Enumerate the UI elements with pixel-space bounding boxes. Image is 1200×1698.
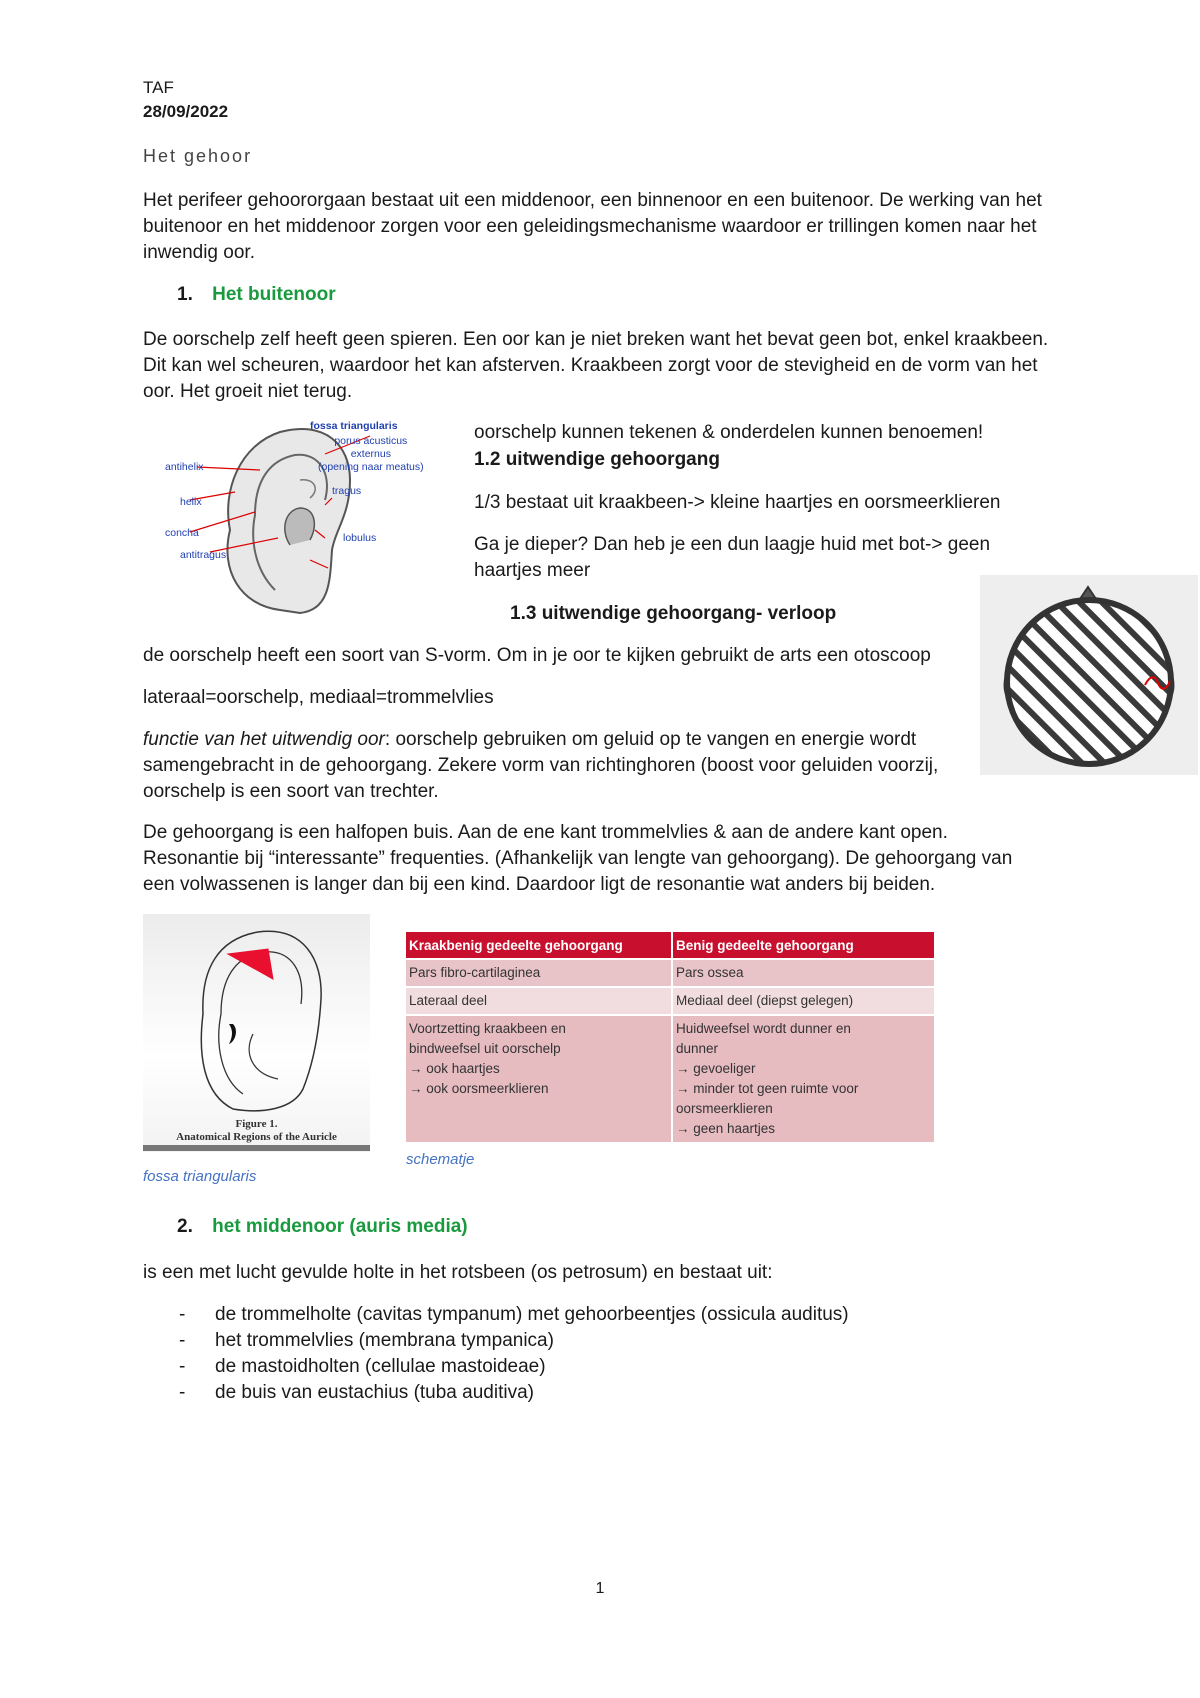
section1-paragraph: De oorschelp zelf heeft geen spieren. Een oor kan je niet breken want het bevat geen bot, enkel kraakbeen. Dit kan wel scheuren, waardoor het kan afsterven. Kraakbeen zorgt voor de stevigheid en de vorm van het oor. Het groeit niet terug. <box>143 329 1049 402</box>
sub13-title: 1.3 uitwendige gehoorgang- verloop <box>510 603 837 624</box>
label-porus-1: porus acusticus <box>334 435 408 447</box>
table-line: → ook oorsmeerklieren <box>409 1081 549 1096</box>
table-header-2: Benig gedeelte gehoorgang <box>672 932 934 959</box>
fossa-caption: fossa triangularis <box>143 1168 257 1185</box>
list-item: - de trommelholte (cavitas tympanum) met gehoorbeentjes (ossicula auditus) <box>143 1302 1043 1328</box>
date: 28/09/2022 <box>143 102 229 121</box>
label-tragus: tragus <box>332 485 362 497</box>
label-lobulus: lobulus <box>343 532 377 544</box>
table-row <box>406 959 934 987</box>
table-header-1: Kraakbenig gedeelte gehoorgang <box>406 932 672 959</box>
functie-label: functie van het uitwendig oor <box>143 729 385 750</box>
sub12-paragraph-2: Ga je dieper? Dan heb je een dun laagje huid met bot-> geen haartjes meer <box>474 534 991 581</box>
table-line: bindweefsel uit oorschelp <box>409 1041 561 1056</box>
table-row <box>406 1015 934 1142</box>
label-antitragus: antitragus <box>180 549 227 561</box>
figure1-caption <box>143 1118 370 1144</box>
cross-section-image <box>980 575 1198 775</box>
gehoorgang-table <box>406 932 934 1142</box>
gehoorgang-paragraph: De gehoorgang is een halfopen buis. Aan de ene kant trommelvlies & aan de andere kant open. Resonantie bij “interessante” frequenties. (Afhankelijk van lengte van gehoorgang). De gehoorgang van een volwassenen is langer dan bij een kind. Daardoor ligt de resonantie wat anders bij beiden. <box>143 822 1013 895</box>
table-cell: Pars fibro-cartilaginea <box>406 959 672 987</box>
page-number: 1 <box>595 1580 605 1597</box>
ear-diagram <box>160 420 460 620</box>
sub12-paragraph-1: 1/3 bestaat uit kraakbeen-> kleine haartjes en oorsmeerklieren <box>474 492 1001 513</box>
label-concha: concha <box>165 527 199 539</box>
label-porus-3: (opening naar meatus) <box>318 461 424 473</box>
label-porus-2: externus <box>350 448 391 460</box>
section1-title: Het buitenoor <box>212 284 336 305</box>
section2-intro: is een met lucht gevulde holte in het rotsbeen (os petrosum) en bestaat uit: <box>143 1262 773 1283</box>
label-porus <box>318 435 424 474</box>
ear-note: oorschelp kunnen tekenen & onderdelen kunnen benoemen! <box>474 422 984 443</box>
table-caption: schematje <box>406 1151 475 1168</box>
section2-heading <box>177 1216 468 1238</box>
lateraal-paragraph: lateraal=oorschelp, mediaal=trommelvlies <box>143 687 494 708</box>
list-item: - de buis van eustachius (tuba auditiva) <box>143 1380 1043 1406</box>
label-fossa: fossa triangularis <box>310 420 398 432</box>
hatched-circle <box>980 575 1198 775</box>
functie-text: : oorschelp gebruiken om geluid op te vangen en energie wordt samengebracht in de gehoorgang. Zekere vorm van richtinghoren (boost voor geluiden voorzij, oorschelp is een soort van trechter. <box>143 729 939 802</box>
table-row <box>406 987 934 1015</box>
section2-number: 2. <box>177 1216 193 1237</box>
otoscoop-paragraph: de oorschelp heeft een soort van S-vorm. Om in je oor te kijken gebruikt de arts een otoscoop <box>143 645 931 666</box>
functie-paragraph <box>143 727 983 805</box>
label-helix: helix <box>180 496 202 508</box>
section1-number: 1. <box>177 284 193 305</box>
table-line: → geen haartjes <box>676 1121 776 1136</box>
label-antihelix: antihelix <box>165 461 204 473</box>
middenoor-list <box>143 1302 1043 1406</box>
figure1-bar <box>143 1145 370 1151</box>
table-cell <box>672 1015 934 1142</box>
list-item: - de mastoidholten (cellulae mastoideae) <box>143 1354 1043 1380</box>
table-cell: Pars ossea <box>672 959 934 987</box>
list-item: - het trommelvlies (membrana tympanica) <box>143 1328 1043 1354</box>
table-line: → minder tot geen ruimte voor <box>676 1081 859 1096</box>
table-line: → gevoeliger <box>676 1061 756 1076</box>
table-cell <box>406 1015 672 1142</box>
gehoorgang-table-wrapper <box>406 932 934 1142</box>
intro-paragraph: Het perifeer gehoororgaan bestaat uit een middenoor, een binnenoor en een buitenoor. De werking van het buitenoor en het middenoor zorgen voor een geleidingsmechanisme waardoor er trillingen komen naar het inwendig oor. <box>143 190 1042 263</box>
section1-heading <box>177 284 336 306</box>
table-line: Voortzetting kraakbeen en <box>409 1021 566 1036</box>
table-line: oorsmeerklieren <box>676 1101 773 1116</box>
figure1-caption-1: Figure 1. <box>235 1118 278 1130</box>
author: TAF <box>143 78 174 97</box>
table-line: → ook haartjes <box>409 1061 500 1076</box>
figure1-auricle <box>143 914 370 1152</box>
table-line: dunner <box>676 1041 719 1056</box>
section2-title: het middenoor (auris media) <box>212 1216 468 1237</box>
figure1-caption-2: Anatomical Regions of the Auricle <box>176 1131 337 1143</box>
page-title: Het gehoor <box>143 146 253 166</box>
table-cell: Lateraal deel <box>406 987 672 1015</box>
auricle-drawing <box>143 914 370 1114</box>
table-cell: Mediaal deel (diepst gelegen) <box>672 987 934 1015</box>
sub12-title: 1.2 uitwendige gehoorgang <box>474 449 720 470</box>
table-line: Huidweefsel wordt dunner en <box>676 1021 851 1036</box>
